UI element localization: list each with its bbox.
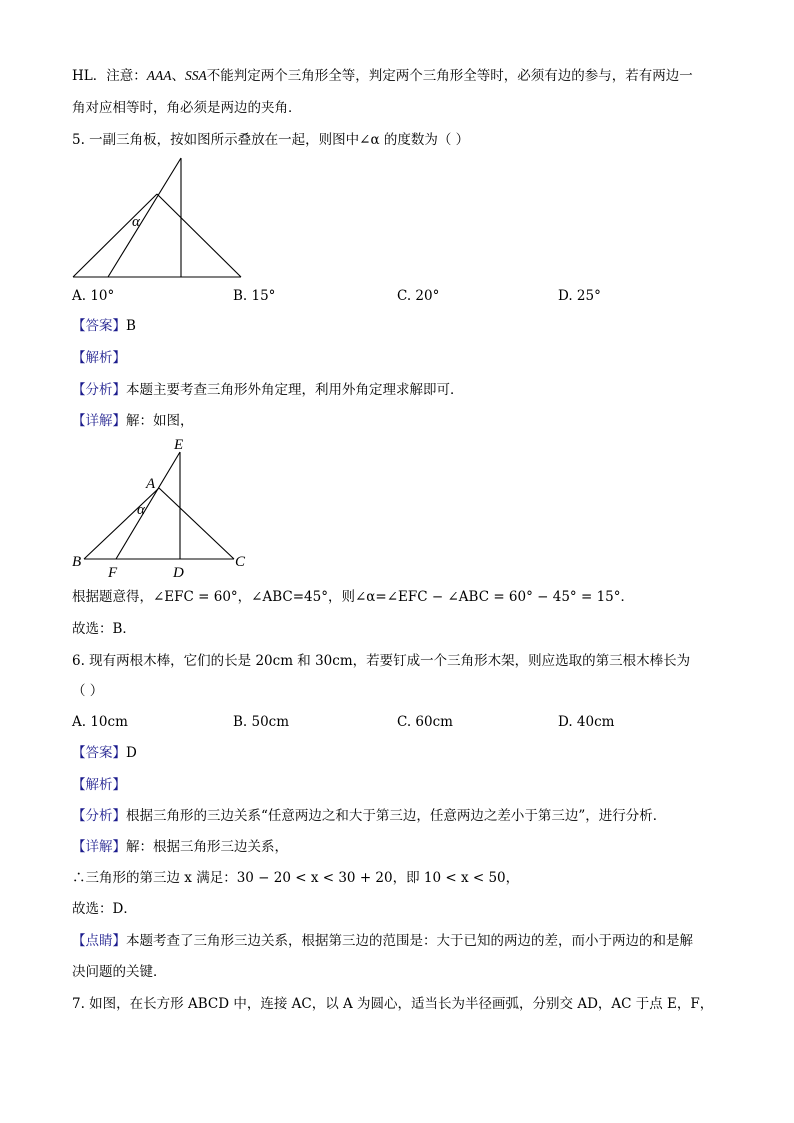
- label-a: A: [146, 476, 156, 492]
- text-line-2: 角对应相等时，角必须是两边的夹角．: [72, 100, 302, 116]
- q6-option-b: B. 50cm: [233, 714, 290, 730]
- fenxi-text: 本题主要考查三角形外角定理，利用外角定理求解即可．: [126, 382, 464, 398]
- q6-option-c: C. 60cm: [397, 714, 453, 730]
- q6-option-a: A. 10cm: [72, 714, 128, 730]
- text-line-1: [72, 66, 693, 86]
- q5-answer: [72, 316, 136, 336]
- label-e: E: [174, 437, 184, 453]
- alpha-label: α: [132, 214, 140, 230]
- q5-fenxi: [72, 380, 464, 400]
- q5-option-a: A. 10°: [72, 288, 115, 304]
- label-d: D: [173, 565, 184, 581]
- q5-option-b: B. 15°: [233, 288, 276, 304]
- figure-triangles-1: [68, 154, 248, 282]
- question-6: 6. 现有两根木棒，它们的长是 20cm 和 30cm，若要钉成一个三角形木架，则应选取的第三根木棒长为: [72, 653, 691, 669]
- q5-option-d: D. 25°: [558, 288, 601, 304]
- answer-tag: 【答案】: [72, 745, 126, 761]
- q6-fenxi: [72, 806, 666, 826]
- q6-answer: [72, 743, 137, 763]
- xiangjie-text: 解：根据三角形三边关系，: [126, 839, 288, 855]
- label-alpha: α: [137, 502, 145, 518]
- xiangjie-tag: 【详解】: [72, 413, 126, 429]
- question-6-paren: （ ）: [72, 683, 104, 699]
- dianjing-text: 本题考查了三角形三边关系，根据第三边的范围是：大于已知的两边的差，而小于两边的和是解: [126, 933, 693, 949]
- xiangjie-tag: 【详解】: [72, 839, 126, 855]
- figure-triangles-2: [66, 432, 256, 582]
- q6-inequality: ∴三角形的第三边 x 满足：30 − 20 < x < 30 + 20，即 10 < x < 50，: [72, 870, 520, 886]
- q6-xiangjie: [72, 837, 288, 857]
- question-7: 7. 如图，在长方形 ABCD 中，连接 AC，以 A 为圆心，适当长为半径画弧，分别交 AD，AC 于点 E，F，: [72, 996, 714, 1012]
- text-aaa: AAA: [146, 68, 172, 83]
- dianjing-tag: 【点睛】: [72, 933, 126, 949]
- text: 、: [171, 68, 185, 84]
- fenxi-tag: 【分析】: [72, 382, 126, 398]
- q6-dianjing-2: 决问题的关键．: [72, 964, 167, 980]
- q5-jiexi: 【解析】: [72, 350, 126, 366]
- fenxi-tag: 【分析】: [72, 808, 126, 824]
- answer-value: D: [126, 745, 137, 761]
- q6-jiexi: 【解析】: [72, 777, 126, 793]
- answer-tag: 【答案】: [72, 318, 126, 334]
- text-ssa: SSA: [185, 68, 207, 83]
- q6-guxuan: 故选：D．: [72, 901, 137, 917]
- text: HL．注意：: [72, 68, 147, 84]
- xiangjie-text: 解：如图，: [126, 413, 194, 429]
- q6-option-d: D. 40cm: [558, 714, 615, 730]
- text: 不能判定两个三角形全等，判定两个三角形全等时，必须有边的参与，若有两边一: [206, 68, 693, 84]
- label-c: C: [235, 554, 246, 570]
- label-f: F: [108, 565, 118, 581]
- fenxi-text: 根据三角形的三边关系“任意两边之和大于第三边，任意两边之差小于第三边”，进行分析．: [126, 808, 667, 824]
- question-5: 5. 一副三角板，按如图所示叠放在一起，则图中∠α 的度数为（ ）: [72, 132, 470, 148]
- q5-option-c: C. 20°: [397, 288, 440, 304]
- q5-guxuan: 故选：B．: [72, 621, 136, 637]
- label-b: B: [72, 554, 82, 570]
- q5-calculation: 根据题意得，∠EFC = 60°，∠ABC=45°，则∠α=∠EFC − ∠ABC = 60° − 45° = 15°．: [72, 589, 635, 605]
- q6-dianjing: [72, 931, 693, 951]
- answer-value: B: [126, 318, 136, 334]
- q5-xiangjie: [72, 411, 194, 431]
